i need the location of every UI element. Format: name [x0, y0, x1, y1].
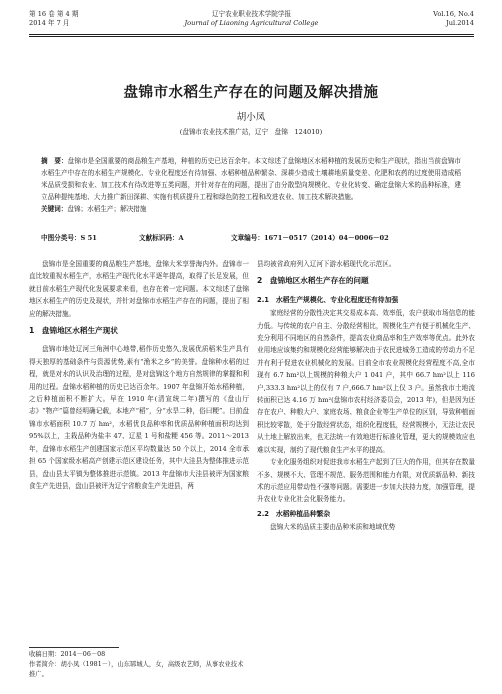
abstract-label: 摘 要： — [41, 157, 68, 165]
section-heading-2: 2 盘锦地区水稻生产存在的问题 — [257, 276, 369, 286]
article-author: 胡小凤 — [236, 112, 266, 123]
abstract-block — [41, 155, 461, 215]
continued-paragraph: 县均被省政府列入辽河下游水稻现代化示范区。 — [257, 260, 396, 268]
keywords — [41, 203, 461, 215]
issue-info-en — [433, 10, 474, 28]
received-date: 收稿日期：2014－06－08 — [29, 651, 106, 658]
volume-issue-en: Vol.16, No.4 — [433, 10, 474, 18]
article-number: 文章编号：1671－0517（2014）04－0006－02 — [231, 234, 389, 242]
intro-paragraph: 盘锦市是全国重要的商品粮生产基地，盘锦大米享誉海内外。盘锦市一直比较重视水稻生产，水稻生产现代化水平逐年提高，取得了长足发展，但就目前水稻生产现代化发展要求来看，也存在着一定问题。本文综述了盘锦地区水稻生产的历史及现状，并针对盘锦市水稻生产存在的问题，提出了相应的解决措施。 — [29, 260, 249, 318]
left-column — [29, 258, 249, 492]
section-1-paragraph: 盘锦市地处辽河三角洲中心地带,稻作历史悠久,发展优质稻米生产具有得天独厚的基础条件与资源优势,素有“渔米之乡”的美誉。盘锦种水稻的过程，就是对水的认识及治理的过程，是对盘锦这个地方自然规律的掌握和利用的过程。盘锦水稻种植的历史已达百余年。1907 年盘锦开始水稻种植，之后种植面积不断扩大。早在 1910 年(清宣统二年)撰写的《盘山厅志》“物产”篇曾经明确记载，本地产“稻”，分“水旱二种，俗曰粳”。目前盘锦市水稻面积 10.7 万 hm²，水稻优良品种率和优质品种种植面积均达到 95%以上，主栽品种为盐丰 47、辽星 1 号和盐粳 456 等。2011～2013 年，盘锦市水稻生产创建国家示范区平均数量达 50 个以上，2014 全市承担 65 个国家级水稻高产创建示范区建设任务，其中大洼县为整体推进示范县，盘山县太平镇为整体推进示范镇。2013 年盘锦市大洼县被评为国家粮食生产先进县，盘山县被评为辽宁省粮食生产先进县，两 — [29, 345, 249, 490]
article-title: 盘锦市水稻生产存在的问题及解决措施 — [123, 84, 379, 101]
subsection-heading-2-2: 2.2 水稻种植品种繁杂 — [257, 509, 331, 518]
author-bio: 作者简介：胡小凤（1981－），山东郓城人，女，高级农艺师，从事农业技术推广。 — [29, 661, 244, 678]
volume-issue: 第 16 卷 第 4 期 — [29, 10, 79, 18]
header-rule — [29, 34, 474, 35]
issue-date-en: Jul.2014 — [446, 19, 474, 27]
author-affiliation: (盘锦市农业技术推广站，辽宁 盘锦 124010) — [179, 128, 323, 136]
keywords-label: 关键词： — [41, 205, 68, 214]
document-code: 文献标识码：A — [139, 234, 184, 242]
keywords-text: 盘锦；水稻生产；解决措施 — [67, 205, 147, 214]
subsection-2-2-paragraph-1: 盘锦大米的品质主要由品种米质和地域优势 — [270, 523, 396, 532]
clc-number: 中图分类号：S 51 — [41, 234, 97, 242]
subsection-heading-2-1: 2.1 水稻生产规模化、专业化程度还有待加强 — [257, 295, 399, 304]
footnote-rule — [29, 647, 119, 648]
footnote — [29, 650, 249, 680]
journal-name — [29, 10, 474, 28]
section-heading-1: 1 盘锦地区水稻生产现状 — [29, 326, 118, 336]
issue-date: 2014 年 7 月 — [29, 19, 70, 27]
journal-name-cn: 辽宁农业职业技术学院学报 — [211, 10, 292, 18]
journal-name-en: Journal of Liaoning Agricultural College — [184, 19, 319, 27]
subsection-2-1-paragraph-2: 专业化服务组织对促进我市水稻生产起到了巨大的作用，但其存在数量不多、规模不大、管理不规范、服务范围和能力有限，对优质新品种、新技术的示范应用带动性不强等问题。需要进一步加大扶持力度，加强管理，提升农业专业化社会化服务能力。 — [257, 458, 475, 504]
header-rule-thin — [29, 36, 474, 37]
abstract — [41, 155, 461, 203]
abstract-text: 盘锦市是全国重要的商品粮生产基地，种植的历史已达百余年。本文综述了盘锦地区水稻种植的发展历史和生产现状，指出当前盘锦市水稻生产中存在的水稻生产规模化、专业化程度还有待加强、水稻种植品种繁杂、深耕少造成土壤耕地质量变差、化肥和农药的过度使用造成稻米品质受损和农业、加工技术有待改进等五类问题，并针对存在的问题，提出了由分散型向规模化、专业化转变、确定盘锦大米的品种标准，建立品种提纯基地、大力推广新田深耕、实施有机质提升工程和绿色防控工程和改进农业、加工技术解决措施。 — [41, 157, 461, 202]
right-column — [257, 258, 475, 534]
subsection-2-1-paragraph-1: 家庭经营的分散性决定其交易成本高、效率低，农户获取市场信息的能力低。与传统的农户自主、分散经营相比，规模化生产有便于机械化生产、充分利用不同地区的自然条件，提高农业商品率和生产效率等优点。此外农业用地应该集约和规模化经营能够解决由于农民进城务工造成的劳动力不足并有利于促进农业机械化的发展。目前全市农业规模化经营程度不高,全市现有 6.7 hm²以上规模的种粮大户 1 041 户，其中 66.7 hm²以上 116 户,333.3 hm²以上的仅有 7 户,666.7 hm²以上仅 3 户。虽然我市土地流转面积已达 4.16 万 hm²(盘锦市农村经济委员会，2013 年)，但是因为还存在农户、种粮大户、家庭农场、粮食企业等生产单位的区别，导致种植面积比较零散，处于分散经营状态，组织化程度低，经营规模小，无法让农民从土地上解放出来，也无法统一有效地进行标准化管理，更大的规模效应也难以实现，制约了现代粮食生产水平的提高。 — [257, 309, 475, 454]
